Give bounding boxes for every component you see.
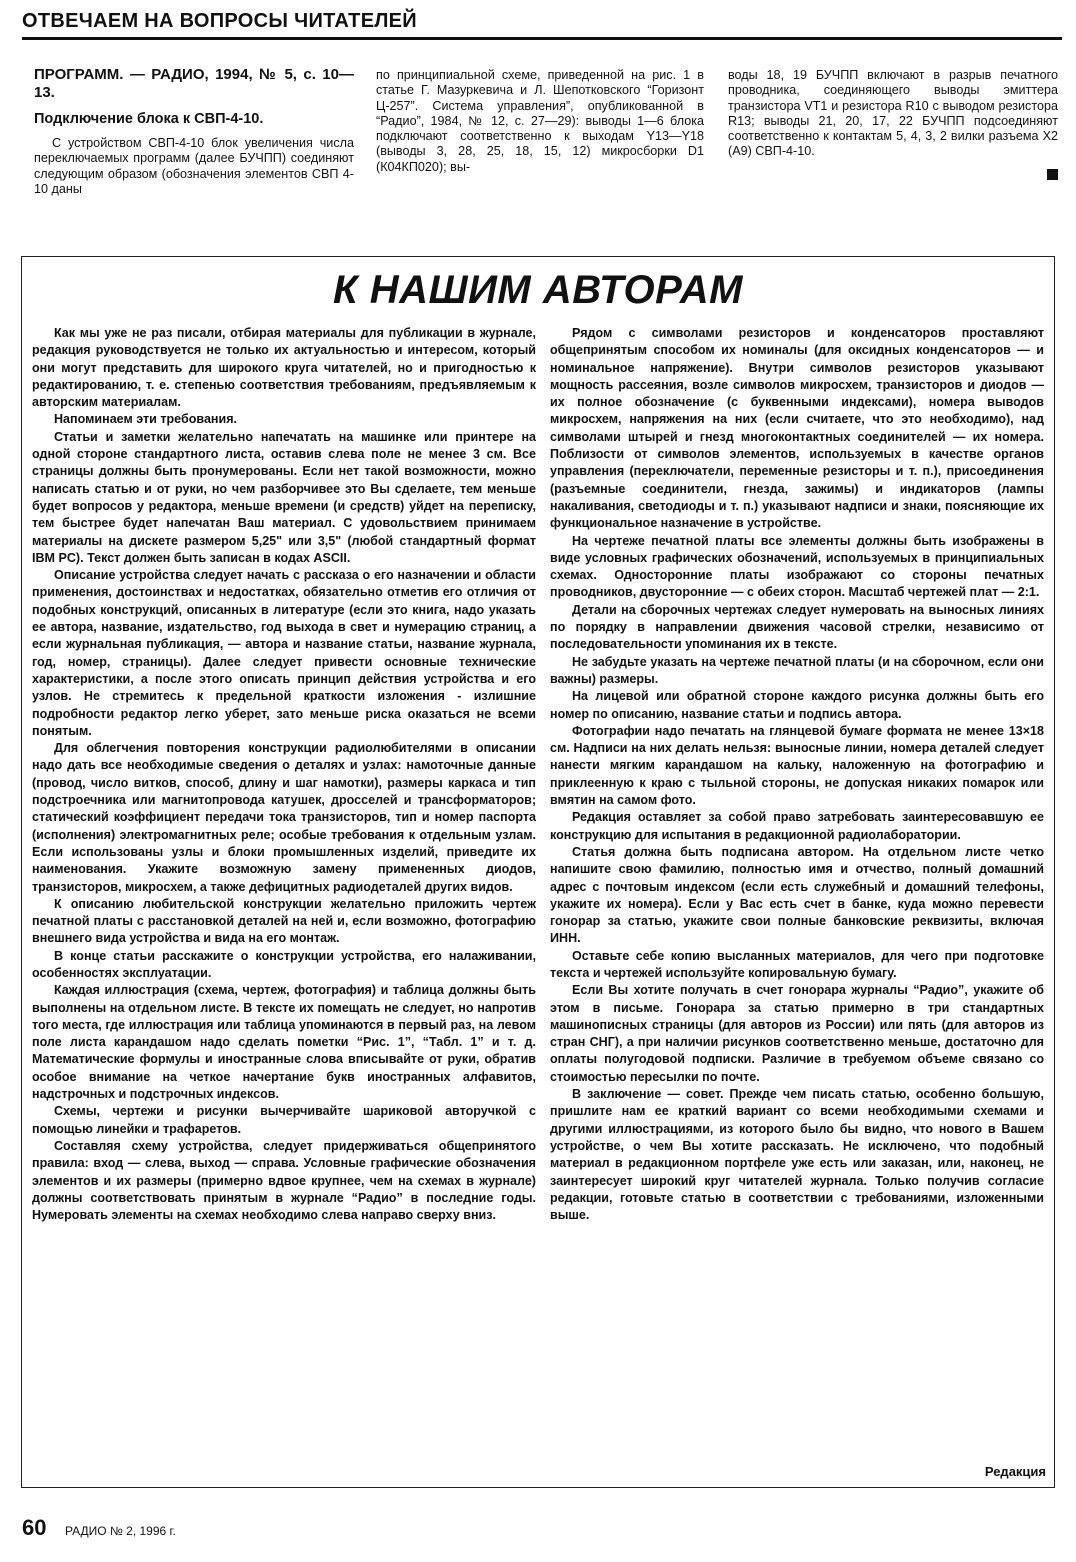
article-paragraph: Не забудьте указать на чертеже печатной платы (и на сборочном, если они важны) размеры. xyxy=(550,654,1044,686)
article-paragraph: На чертеже печатной платы все элементы должны быть изображены в виде условных графических обозначений, используемых в принципиальных схемах. Односторонние платы изображают со стороны печатных проводников, двусторонние — с обеих сторон. Масштаб чертежей плат — 2:1. xyxy=(550,533,1044,600)
article-paragraph: Статья должна быть подписана автором. На отдельном листе четко напишите свою фамилию, полностью имя и отчество, полный домашний адрес с почтовым индексом (если есть служебный и домашний телефоны, укажите их номера). Если у Вас есть счет в банке, куда можно перевести гонорар за статью, укажите свои полные банковские реквизиты, включая ИНН. xyxy=(550,844,1044,946)
article-paragraph: Составляя схему устройства, следует придерживаться общепринятого правила: вход — слева, выход — справа. Условные графические обозначения элементов и их размеры (примерно вдвое крупнее, чем на схемах в журнале) должны соответствовать принятым в журнале “Радио” в последние годы. Нумеровать элементы на схемах необходимо слева направо сверху вниз. xyxy=(32,1138,536,1223)
article-paragraph: Напоминаем эти требования. xyxy=(54,412,238,427)
qa-title: ПРОГРАММ. — РАДИО, 1994, № 5, с. 10—13. xyxy=(34,66,354,101)
article-title: К НАШИМ АВТОРАМ xyxy=(333,268,743,312)
article-paragraph: Схемы, чертежи и рисунки вычерчивайте шариковой авторучкой с помощью линейки и трафаретов. xyxy=(32,1104,536,1136)
article-paragraph: Детали на сборочных чертежах следует нумеровать на выносных линиях по порядку в направлении движения часовой стрелки, независимо от последовательности упоминания их в тексте. xyxy=(550,602,1044,652)
qa-paragraph: по принципиальной схеме, приведенной на рис. 1 в статье Г. Мазуркевича и Л. Шепотковского “Горизонт Ц-257”. Система управления”, опубликованной в “Радио”, 1984, № 12, с. 27—29): выводы 1—6 блока подключают соответственно к выходам Y13—Y18 (выводы 3, 28, 25, 18, 15, 12) микросборки D1 (К04КП020); вы- xyxy=(376,68,704,174)
article-paragraph: В заключение — совет. Прежде чем писать статью, особенно большую, пришлите нам ее краткий вариант со всеми необходимыми схемами и другими иллюстрациями, из которого было бы видно, что нового в Вашем устройстве, о чем Вы хотите рассказать. Не исключено, что подобный материал в редакционном портфеле уже есть или заказан, или, наконец, не заинтересует широкий круг читателей журнала. Только получив согласие редакции, готовьте статью в соответствии с требованиями, изложенными выше. xyxy=(550,1087,1044,1223)
article-paragraph: На лицевой или обратной стороне каждого рисунка должны быть его номер по описанию, название статьи и подпись автора. xyxy=(550,689,1044,721)
article-paragraph: Редакция оставляет за собой право затребовать заинтересовавшую ее конструкцию для испытания в редакционной радиолаборатории. xyxy=(550,810,1044,842)
qa-column-1 xyxy=(34,66,354,197)
article-box xyxy=(21,256,1055,1488)
article-paragraph: Как мы уже не раз писали, отбирая материалы для публикации в журнале, редакция руководствуется не только их актуальностью и интересом, который они могут представить для широкого круга читателей, но и пригодностью к редактированию, т. е. степенью соответствия требованиям, предъявляемым к авторским материалам. xyxy=(32,326,536,410)
qa-subtitle: Подключение блока к СВП-4-10. xyxy=(34,111,264,127)
qa-paragraph: С устройством СВП-4-10 блок увеличения числа переключаемых программ (далее БУЧПП) соединяют следующим образом (обозначения элементов СВП 4-10 даны xyxy=(34,136,354,196)
article-right-column xyxy=(550,325,1044,1224)
end-of-article-mark xyxy=(1047,169,1058,180)
article-paragraph: Описание устройства следует начать с рассказа о его назначении и области применения, достоинствах и недостатках, обязательно отметив его отличия от подобных конструкций, описанных в литературе (если это книга, надо указать ее автора, название, издательство, год выхода в свет и нумерацию страниц, а если журнальная публикация, — автора и название статьи, название журнала, год, номер, страницы). Далее следует привести основные технические характеристики, а после этого описать принцип действия устройства и его узлов. Не стремитесь к предельной краткости изложения - излишние подробности редактор легко уберет, зато меньше риска оказаться не всеми понятым. xyxy=(32,568,536,738)
qa-column-3 xyxy=(728,68,1058,160)
issue-info: РАДИО № 2, 1996 г. xyxy=(64,1524,176,1538)
article-paragraph: К описанию любительской конструкции желательно приложить чертеж печатной платы с расстановкой деталей на ней и, если возможно, фотографию внешнего вида устройства и вида на его монтаж. xyxy=(32,896,536,946)
page-number: 60 xyxy=(22,1515,47,1540)
article-paragraph: Рядом с символами резисторов и конденсаторов проставляют общепринятым способом их номиналы (для оксидных конденсаторов — и номинальное напряжение). Внутри символов резисторов указывают мощность рассеяния, возле символов микросхем, транзисторов и диодов — их полное обозначение (с буквенными индексами), номера выводов микросхем, напряжения на них (если считаете, что это необходимо), над символами штырей и гнезд многоконтактных соединителей — их номера. Поблизости от символов элементов, используемых в качестве органов управления (переключатели, переменные резисторы и т. п.), присоединения (разъемные соединители, гнезда, зажимы) и индикаторов (лампы накаливания, светодиоды и т. п.) указывают надписи и знаки, поясняющие их функциональное назначение в устройстве. xyxy=(550,326,1044,531)
article-paragraph: Фотографии надо печатать на глянцевой бумаге формата не менее 13×18 см. Надписи на них делать нельзя: выносные линии, номера деталей следует нанести мягким карандашом на кальку, наложенную на фотографию и приклеенную к краю с тыльной стороны, не допуская никаких помарок или вмятин на самом фото. xyxy=(550,723,1044,808)
article-paragraph: Каждая иллюстрация (схема, чертеж, фотография) и таблица должны быть выполнены на отдельном листе. В тексте их помещать не следует, но напротив того места, где иллюстрация или таблица упоминаются в первый раз, на левом поле листа карандашом надо сделать пометки “Рис. 1”, “Табл. 1” и т. д. Математические формулы и иностранные слова вписывайте от руки, обратив особое внимание на четкое начертание букв иностранных алфавитов, надстрочных и подстрочных индексов. xyxy=(32,983,536,1102)
section-header: ОТВЕЧАЕМ НА ВОПРОСЫ ЧИТАТЕЛЕЙ xyxy=(22,10,417,32)
article-paragraph: Оставьте себе копию высланных материалов, для чего при подготовке текста и чертежей используйте копировальную бумагу. xyxy=(550,948,1044,980)
qa-column-2 xyxy=(376,68,704,175)
article-signature: Редакция xyxy=(984,1464,1046,1479)
article-paragraph: Если Вы хотите получать в счет гонорара журналы “Радио”, укажите об этом в письме. Гонорара за статью примерно в три стандартных машинописных страницы (для авторов из России) или пять (для авторов из стран СНГ), а при наличии рисунков соответственно меньше, достаточно для оплаты полугодовой подписки. Различие в требуемом объеме связано со стоимостью пересылки по почте. xyxy=(550,983,1044,1084)
article-paragraph: В конце статьи расскажите о конструкции устройства, его налаживании, особенностях эксплуатации. xyxy=(32,948,536,980)
article-left-column xyxy=(32,325,536,1224)
header-rule xyxy=(22,37,1062,40)
qa-paragraph: воды 18, 19 БУЧПП включают в разрыв печатного проводника, соединяющего выводы эмиттера транзистора VT1 и резистора R10 с выводом резистора R13; выводы 21, 20, 17, 22 БУЧПП подсоединяют соответственно к контактам 5, 4, 3, 2 вилки разъема X2 (А9) СВП-4-10. xyxy=(728,68,1058,159)
article-paragraph: Статьи и заметки желательно напечатать на машинке или принтере на одной стороне стандартного листа, оставив слева поле не менее 3 см. Все страницы должны быть пронумерованы. Если нет такой возможности, можно написать статью и от руки, но чем разборчивее это Вы сделаете, тем меньше будет вопросов у редактора, меньше времени (и средств) уйдет на переписку, тем быстрее будет напечатан Ваш материал. С удовольствием принимаем материалы на дискете размером 5,25" или 3,5" (любой стандартный формат IBM PC). Текст должен быть записан в кодах ASCII. xyxy=(32,429,536,565)
page-footer xyxy=(22,1515,176,1541)
article-paragraph: Для облегчения повторения конструкции радиолюбителями в описании надо дать все необходимые сведения о деталях и узлах: намоточные данные (провод, число витков, способ, длину и шаг намотки), размеры каркаса и тип подстроечника или магнитопровода катушек, дросселей и трансформаторов; статический коэффициент передачи тока транзисторов, тип и номер паспорта (исполнения) электромагнитных реле; особые требования к отдельным узлам. Если использованы узлы и блоки промышленных изделий, приведите их наименования. Укажите возможную замену примененных диодов, транзисторов, микросхем, а также дефицитных радиодеталей других видов. xyxy=(32,741,536,894)
